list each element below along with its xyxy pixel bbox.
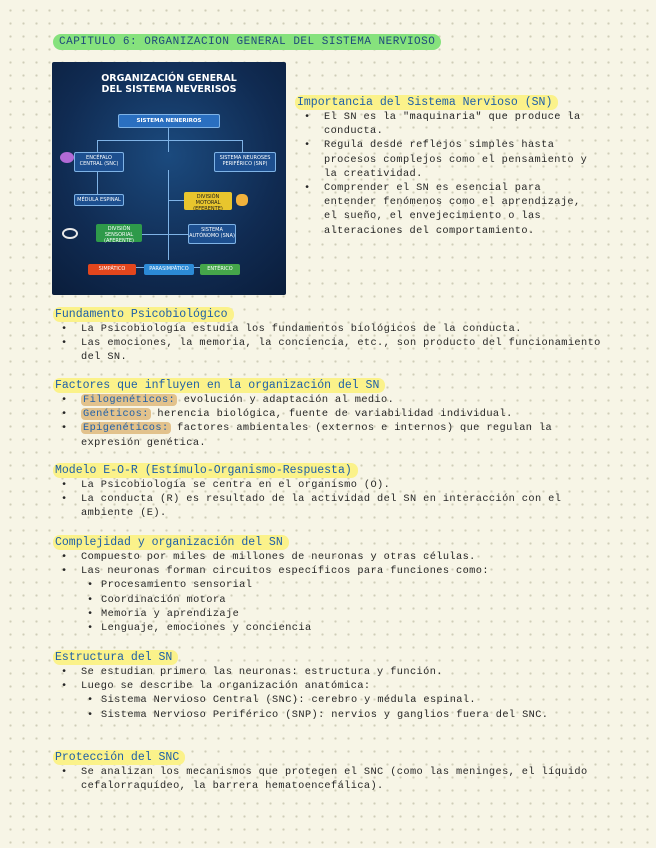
- list-item: • La conducta (R) es resultado de la actividad del SN en interacción con el ambiente (E).: [55, 492, 615, 520]
- enteric-box: ENTÉRICO: [200, 264, 240, 275]
- list-item: • La Psicobiología se centra en el organismo (O).: [55, 478, 615, 492]
- list-item: • Las neuronas forman circuitos específicos para funciones como: • Procesamiento sensorial • Coordinación motora • Memoria y aprendizaje • Lenguaje, emociones y conciencia: [55, 564, 615, 635]
- estructura-heading: Estructura del SN: [53, 650, 178, 665]
- list-item: • Filogenéticos: evolución y adaptación al medio.: [55, 393, 615, 407]
- sensory-box: DIVISIÓN SENSORIAL (AFERENTE): [96, 224, 142, 242]
- autonomic-box: SISTEMA AUTÓNOMO (SNA): [188, 224, 236, 244]
- sub-item: • Procesamiento sensorial: [81, 578, 615, 592]
- list-item: • Epigenéticos: factores ambientales (externos e internos) que regulan la expresión genética.: [55, 421, 615, 449]
- complejidad-list: [55, 550, 615, 635]
- list-item: • Regula desde reflejos simples hasta procesos complejos como el pensamiento y la creatividad.: [298, 138, 593, 181]
- brain-icon: [60, 152, 74, 163]
- parasympathetic-box: PARASIMPÁTICO: [144, 264, 194, 275]
- cns-box: ENCÉFALO CENTRAL (SNC): [74, 152, 124, 172]
- infographic-title: ORGANIZACIÓN GENERAL DEL SISTEMA NEVERISOS: [101, 73, 237, 95]
- fundamento-heading: Fundamento Psicobiológico: [53, 307, 234, 322]
- spinal-box: MÉDULA ESPINAL: [74, 194, 124, 206]
- motor-box: DIVISIÓN MOTORAL (EFERENTE): [184, 192, 232, 210]
- estructura-list: [55, 665, 615, 722]
- proteccion-list: [55, 765, 615, 793]
- arm-icon: [236, 194, 248, 206]
- sub-item: • Memoria y aprendizaje: [81, 607, 615, 621]
- factores-list: [55, 393, 615, 450]
- chapter-title: CAPITULO 6: ORGANIZACION GENERAL DEL SISTEMA NERVIOSO: [53, 34, 441, 50]
- root-box: SISTEMA NENERIROS: [118, 114, 220, 128]
- sub-item: • Lenguaje, emociones y conciencia: [81, 621, 615, 635]
- sub-item: • Coordinación motora: [81, 593, 615, 607]
- pns-box: SISTEMA NEUROSES PERIFÉRICO (SNP): [214, 152, 276, 172]
- list-item: • Se estudian primero las neuronas: estructura y función.: [55, 665, 615, 679]
- importance-list: [298, 110, 593, 238]
- fundamento-list: [55, 322, 615, 365]
- sub-list: [81, 693, 615, 721]
- modelo-list: [55, 478, 615, 521]
- list-item: • Luego se describe la organización anatómica: • Sistema Nervioso Central (SNC): cerebro y médula espinal. • Sistema Nervioso Periférico (SNP): nervios y ganglios fuera del SNC.: [55, 679, 615, 722]
- sub-item: • Sistema Nervioso Central (SNC): cerebro y médula espinal.: [81, 693, 615, 707]
- nervous-system-infographic: [52, 62, 286, 295]
- factores-heading: Factores que influyen en la organización del SN: [53, 378, 385, 393]
- complejidad-heading: Complejidad y organización del SN: [53, 535, 289, 550]
- modelo-heading: Modelo E-O-R (Estímulo-Organismo-Respuesta): [53, 463, 358, 478]
- list-item: • Genéticos: herencia biológica, fuente de variabilidad individual.: [55, 407, 615, 421]
- importance-heading: Importancia del Sistema Nervioso (SN): [295, 95, 558, 110]
- term-label: Filogenéticos:: [83, 394, 176, 406]
- list-item: • Comprender el SN es esencial para entender fenómenos como el aprendizaje, el sueño, el envejecimiento o las alteraciones del comportamiento.: [298, 181, 593, 238]
- term-label: Genéticos:: [83, 408, 149, 421]
- proteccion-heading: Protección del SNC: [53, 750, 185, 765]
- eye-icon: [62, 228, 78, 239]
- list-item: • El SN es la "maquinaria" que produce la conducta.: [298, 110, 593, 138]
- list-item: • Se analizan los mecanismos que protegen el SNC (como las meninges, el líquido cefalorraquídeo, la barrera hematoencefálica).: [55, 765, 615, 793]
- list-item: • La Psicobiología estudia los fundamentos biológicos de la conducta.: [55, 322, 615, 336]
- sub-list: [81, 578, 615, 635]
- sympathetic-box: SIMPÁTICO: [88, 264, 136, 275]
- list-item: • Compuesto por miles de millones de neuronas y otras células.: [55, 550, 615, 564]
- sub-item: • Sistema Nervioso Periférico (SNP): nervios y ganglios fuera del SNC.: [81, 708, 615, 722]
- list-item: • Las emociones, la memoria, la conciencia, etc., son producto del funcionamiento del SN.: [55, 336, 615, 364]
- term-label: Epigenéticos:: [83, 422, 169, 435]
